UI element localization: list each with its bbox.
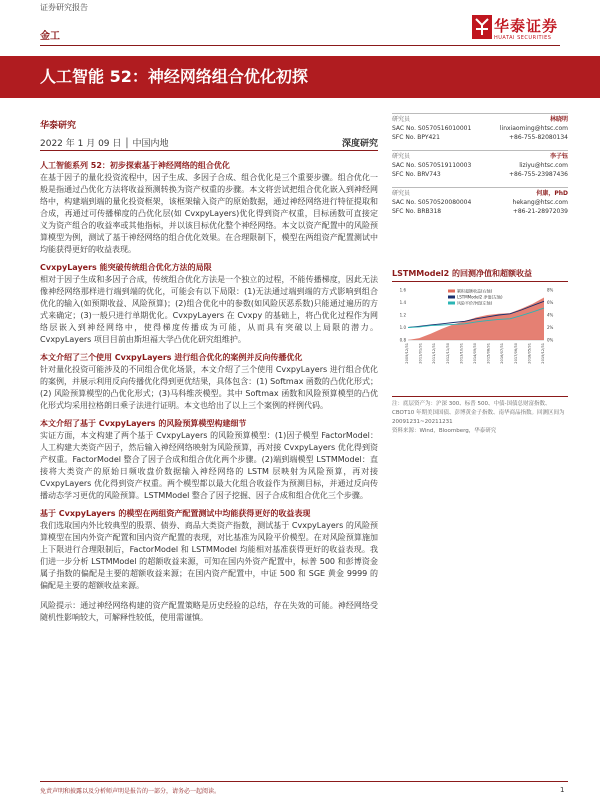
author-org: 华泰研究 [40, 121, 77, 131]
page-title: 人工智能 52：神经网络组合优化初探 [40, 67, 308, 86]
analyst-name: 林晓明 [549, 116, 568, 123]
y-right-tick-label: 2% [547, 325, 554, 330]
y-right-tick-label: 6% [547, 300, 554, 305]
analyst-card [392, 113, 568, 150]
analyst-phone: +86-21-28972039 [512, 208, 568, 215]
legend-swatch [448, 302, 455, 305]
page-number: 1 [560, 786, 565, 794]
analyst-phone: +86-755-23987436 [509, 171, 568, 178]
analyst-name: 李子钰 [549, 153, 568, 160]
analyst-name: 何康，PhD [536, 190, 568, 197]
section-text: 针对量化投资可能涉及的不同组合优化场景，本文介绍了三个使用 CvxpyLayers 进行组合优化的案例，并展示利用反向传播优化得到更优结果，具体包含：(1) Softmax 函数的凸优化形式；(2) 风险预算模型的凸优化形式；(3)马科维茨模型。其中 Softmax 函数和风险预算模型的凸优化形式均采用拉格朗日乘子法进行证明。本文也给出了以上三个案例的样例代码。 [40, 365, 378, 410]
analyst-email[interactable]: hekang@htsc.com [512, 199, 568, 206]
y-right-tick-label: 0% [547, 337, 554, 343]
analyst-email[interactable]: linxiaoming@htsc.com [499, 125, 568, 132]
analyst-sfc: SFC No. BRV743 [392, 171, 441, 178]
x-tick-label: 2009/12/31 [405, 343, 409, 364]
y-left-tick-label: 1.2 [399, 312, 406, 318]
legend-swatch [448, 290, 455, 293]
huatai-logo-icon [472, 15, 492, 39]
report-type: 证券研究报告 [40, 3, 88, 12]
x-tick-label: 2016/07/31 [500, 343, 505, 364]
analyst-email[interactable]: liziyu@htsc.com [519, 162, 568, 169]
y-left-tick-label: 1.0 [399, 325, 406, 330]
section-text: 我们选取国内外比较典型的股票、债券、商品大类资产指数，测试基于 CvxpyLayers 的风险预算模型在国内外资产配置和国内资产配置的表现，对比基准为风险平价模型。在对风险预算施加上下限进行合理限制后，FactorModel 和 LSTMModel 均能相对基准获得更好的收益表现。我们进一步分析 LSTMModel 的超额收益来源，可知在国内外资产配置中，标普 500 和彭博资金属子指数的偏配是主要的超额收益来源；在国内资产配置中，中证 500 和 SGE 黄金 9999 的偏配是主要的超额收益来源。 [40, 521, 378, 590]
section-text: 实证方面，本文构建了两个基于 CvxpyLayers 的风险预算模型：(1)因子模型 FactorModel：人工构建大类资产因子，然后输入神经网络映射为风险预算，再对接 CvxpyLayers 优化得到资产权重。FactorModel 整合了因子合成和组合优化两个步骤。(2)端到端模型 LSTMModel：直接将大类资产的原始日频收盘价数据输入神经网络的 LSTM 层映射为风险预算，再对接 CvxpyLayers 优化得到资产权重。两个模型都以最大化组合收益作为预测目标，并通过反向传播动态学习更优的风险预算。LSTMModel 整合了因子挖掘、因子合成和组合优化三个步骤。 [40, 431, 378, 500]
analyst-sac: SAC No. S0570516010001 [392, 125, 472, 132]
legend-label: 累积超额收益(右轴) [457, 288, 493, 294]
report-kind: 深度研究 [341, 139, 378, 149]
x-tick-label: 2019/12/31 [541, 343, 545, 364]
section-heading: 本文介绍了基于 CvxpyLayers 的风险预算模型构建细节 [40, 419, 247, 428]
analyst-sfc: SFC No. BRB318 [392, 208, 442, 215]
x-tick-label: 2013/10/31 [459, 343, 464, 364]
huatai-logo [472, 15, 568, 45]
legend-swatch [448, 296, 455, 299]
x-tick-label: 2011/01/31 [418, 343, 423, 364]
section-text: 相对于因子生成和多因子合成，传统组合优化方法是一个独立的过程，不能传播梯度，因此无法像神经网络那样进行端到端的优化，可能会有以下局限：(1)无法通过端到端的方式影响到组合优化的输入(如预期收益、风险预算)；(2)组合优化中的参数(如风险厌恶系数)只能通过遍历的方式来确定；(3)一般只进行单期优化。CvxpyLayers 在 Cvxpy 的基础上，将凸优化过程作为网络层嵌入到神经网络中，使得梯度传播成为可能，从而具有突破以上局限的潜力。CvxpyLayers 项目目前由斯坦福大学凸优化研究组维护。 [40, 275, 378, 344]
date-region: 2022 年 1 月 09 日 │ 中国内地 [40, 139, 169, 149]
x-tick-label: 2017/06/30 [513, 343, 518, 364]
analyst-card [392, 150, 568, 187]
y-left-tick-label: 1.6 [399, 287, 406, 293]
y-right-tick-label: 4% [547, 312, 554, 318]
analyst-sac: SAC No. S0570520080004 [392, 199, 472, 206]
chart-title: LSTMModel2 的回测净值和超额收益 [392, 268, 568, 282]
section-heading: CvxpyLayers 能突破传统组合优化方法的局限 [40, 263, 212, 272]
legend-label: LSTMModel2 净值(左轴) [457, 294, 503, 300]
y-left-tick-label: 1.4 [399, 300, 406, 305]
header-rule [40, 45, 560, 46]
chart-source: 资料来源：Wind，Bloomberg，华泰研究 [392, 428, 497, 434]
y-left-tick-label: 0.8 [399, 337, 406, 343]
analyst-panel [392, 113, 568, 224]
footer-disclaimer: 免责声明和披露以及分析师声明是报告的一部分，请务必一起阅读。 [40, 788, 221, 795]
analyst-role: 研究员 [392, 116, 411, 123]
x-tick-label: 2012/11/30 [445, 343, 450, 364]
analyst-phone: +86-755-82080134 [509, 134, 568, 141]
chart-notes [392, 396, 568, 436]
analyst-sfc: SFC No. BPY421 [392, 134, 440, 141]
analyst-card [392, 187, 568, 224]
y-right-tick-label: 8% [547, 287, 554, 293]
x-tick-label: 2015/08/31 [486, 343, 491, 364]
risk-note: 风险提示：通过神经网络构建的资产配置策略是历史经验的总结，存在失效的可能。神经网络受随机性影响较大，可解释性较低，使用需谨慎。 [40, 601, 378, 622]
section-heading: 人工智能系列 52：初步探索基于神经网络的组合优化 [40, 161, 230, 170]
x-tick-label: 2011/12/31 [432, 343, 437, 364]
title-banner [0, 56, 600, 98]
legend-label: 风险平价净值(左轴) [457, 300, 493, 306]
main-body [40, 160, 378, 624]
footer-rule [40, 781, 568, 782]
x-tick-label: 2018/05/31 [527, 343, 532, 364]
section-heading: 基于 CvxpyLayers 的模型在两组资产配置测试中均能获得更好的收益表现 [40, 509, 311, 518]
section-text: 在基于因子的量化投资流程中，因子生成、多因子合成、组合优化是三个重要步骤。组合优化一般是指通过凸优化方法将收益预测转换为资产权重的步骤。本文将尝试把组合优化嵌入到神经网络中，构建端到端的量化投资框架，该框架输入资产的原始数据，通过神经网络进行特征提取和合成，再通过可传播梯度的凸优化层(如 CvxpyLayers)优化得到资产权重，目标函数可直接定义为资产组合的收益率或其他指标，并以该目标优化整个神经网络。本文以资产配置中的风险预算模型为例，测试了基于神经网络的组合优化效果。在合理限制下，模型在两组资产配置测试中均能获得更好的收益表现。 [40, 173, 378, 254]
section-heading: 本文介绍了三个使用 CvxpyLayers 进行组合优化的案例并反向传播优化 [40, 353, 303, 362]
x-tick-label: 2014/09/30 [473, 343, 477, 364]
analyst-sac: SAC No. S0570519110003 [392, 162, 472, 169]
chart-source-note: 注：底层资产为：沪深 300、标普 500、中债-国债总财富指数、CBOT10 年期美国国债、彭博黄金子指数、南华商品指数。回测区间为 20091231~20211231 [392, 401, 565, 425]
logo-text-cn: 华泰证券 [494, 17, 559, 35]
logo-text-en: HUATAI SECURITIES [494, 35, 552, 41]
date-rule [40, 150, 378, 151]
analyst-role: 研究员 [392, 153, 411, 160]
date-line [40, 136, 378, 149]
analyst-role: 研究员 [392, 190, 411, 197]
nav-excess-chart [392, 284, 568, 384]
sector-label: 金工 [40, 31, 60, 42]
